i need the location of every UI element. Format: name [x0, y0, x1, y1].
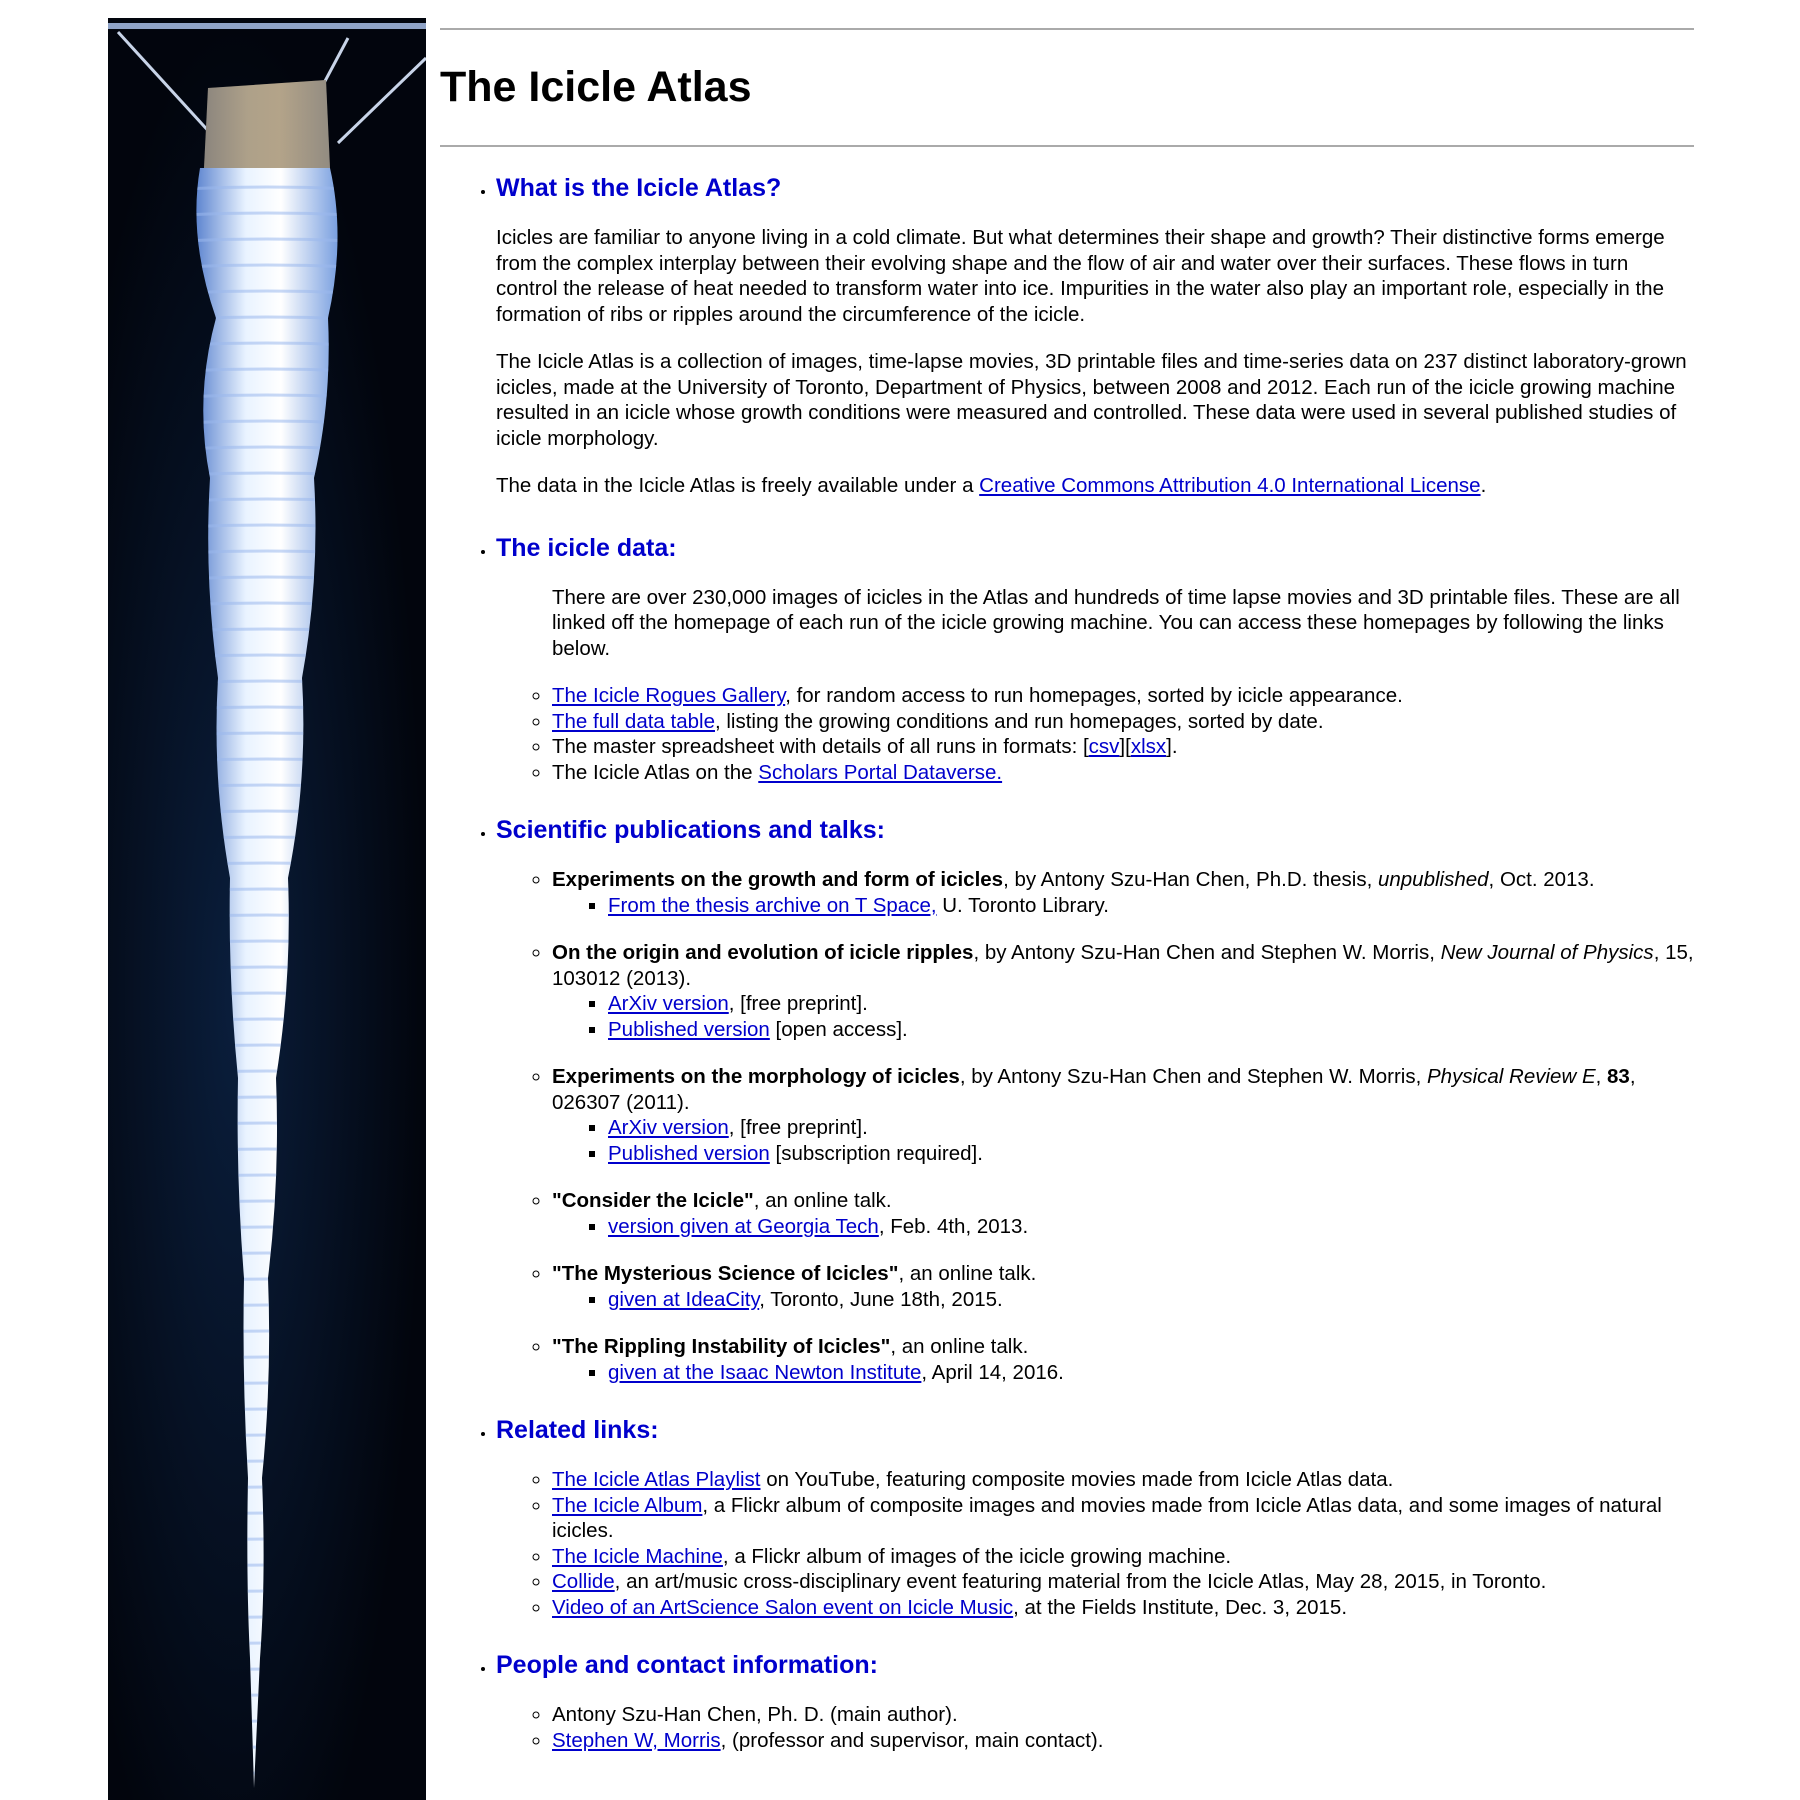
list-item-text: , an art/music cross-disciplinary event featuring material from the Icicle Atlas, May 28, 2015, in Toronto.: [614, 1570, 1547, 1594]
section-people: [496, 1650, 1694, 1753]
section-heading-what: • What is the Icicle Atlas?: [496, 174, 782, 203]
csv-link[interactable]: csv: [1088, 735, 1120, 759]
list-item: [552, 734, 1694, 760]
list-item-text: , [free preprint].: [728, 992, 868, 1016]
talk-links: [552, 1287, 1694, 1313]
master-text-before: The master spreadsheet with details of all runs in formats: [: [552, 735, 1089, 759]
georgia-tech-talk-link[interactable]: version given at Georgia Tech: [608, 1214, 879, 1238]
publication-authors: , by Antony Szu-Han Chen and Stephen W. Morris,: [959, 1065, 1427, 1089]
license-text-after: .: [1480, 474, 1487, 498]
main-content: [440, 0, 1694, 1783]
talk-rippling-instability: [552, 1334, 1694, 1385]
atlas-playlist-link[interactable]: The Icicle Atlas Playlist: [552, 1468, 761, 1492]
ripples-published-link[interactable]: Published version: [608, 1017, 770, 1041]
publication-links: [552, 1115, 1694, 1166]
top-rule: [440, 28, 1694, 30]
publication-links: [552, 991, 1694, 1042]
list-item: [608, 1360, 1694, 1386]
what-paragraph-1: Icicles are familiar to anyone living in a cold climate. But what determines their shape and growth? Their distinctive forms emerge from the complex interplay between their evolving shape and the flow of air and water over their surfaces. These flows in turn control the release of heat needed to transform water into ice. Impurities in the water also play an important role, especially in the formation of ribs or ripples around the circumference of the icicle.: [496, 226, 1665, 326]
section-data: [496, 533, 1694, 786]
dataverse-text-before: The Icicle Atlas on the: [552, 760, 759, 784]
list-item: [552, 1728, 1694, 1754]
publication-thesis: [552, 867, 1694, 918]
publication-title: Experiments on the morphology of icicles: [552, 1065, 960, 1089]
ripples-arxiv-link[interactable]: ArXiv version: [608, 992, 729, 1016]
list-item: [608, 893, 1694, 919]
section-related: [496, 1415, 1694, 1620]
section-heading-people: • People and contact information:: [496, 1651, 878, 1680]
publications-list: [496, 867, 1694, 1385]
section-heading-data: • The icicle data:: [496, 533, 677, 562]
publication-authors: , by Antony Szu-Han Chen, Ph.D. thesis,: [1003, 868, 1378, 892]
talk-links: [552, 1214, 1694, 1240]
list-item-text: , Toronto, June 18th, 2015.: [759, 1287, 1003, 1311]
publication-journal: New Journal of Physics: [1440, 941, 1654, 965]
talk-type: , an online talk.: [898, 1262, 1037, 1286]
list-item-text: on YouTube, featuring composite movies made from Icicle Atlas data.: [760, 1468, 1394, 1492]
talk-type: , an online talk.: [890, 1335, 1029, 1359]
publication-citation: , 15, 103012 (2013).: [552, 941, 1694, 990]
thesis-archive-link[interactable]: From the thesis archive on T Space,: [608, 893, 937, 917]
what-paragraph-3: [496, 473, 1694, 499]
talk-title: "The Rippling Instability of Icicles": [552, 1335, 891, 1359]
publication-title: On the origin and evolution of icicle ripples: [552, 941, 974, 965]
what-paragraph-2: The Icicle Atlas is a collection of images, time-lapse movies, 3D printable files and time-series data on 237 distinct laboratory-grown icicles, made at the University of Toronto, Department of Physics, between 2008 and 2012. Each run of the icicle growing machine resulted in an icicle whose growth conditions were measured and controlled. These data were used in several published studies of icicle morphology.: [496, 350, 1687, 450]
title-rule: [440, 145, 1694, 147]
list-item-text: , listing the growing conditions and run homepages, sorted by date.: [714, 709, 1324, 733]
publication-citation: , 026307 (2011).: [552, 1065, 1636, 1114]
person-morris-role: , (professor and supervisor, main contact).: [720, 1728, 1104, 1752]
list-item: [552, 1595, 1694, 1621]
license-link[interactable]: Creative Commons Attribution 4.0 International License: [979, 474, 1481, 498]
people-list: [496, 1702, 1694, 1753]
artscience-video-link[interactable]: Video of an ArtScience Salon event on Icicle Music: [552, 1595, 1014, 1619]
icicle-album-link[interactable]: The Icicle Album: [552, 1493, 703, 1517]
publication-links: [552, 893, 1694, 919]
master-text-mid: ][: [1119, 735, 1131, 759]
page-title: The Icicle Atlas: [440, 63, 752, 111]
list-item: [552, 1544, 1694, 1570]
list-item-text: [open access].: [769, 1017, 908, 1041]
publication-volume: 83: [1607, 1065, 1630, 1089]
list-item-text: , a Flickr album of composite images and movies made from Icicle Atlas data, and some images of natural icicles.: [552, 1493, 1662, 1543]
list-item-text: , at the Fields Institute, Dec. 3, 2015.: [1013, 1595, 1348, 1619]
data-intro: There are over 230,000 images of icicles in the Atlas and hundreds of time lapse movies and 3D printable files. These are all linked off the homepage of each run of the icicle growing machine. You can access these homepages by following the links below.: [552, 585, 1680, 660]
publication-date: , Oct. 2013.: [1488, 868, 1595, 892]
section-heading-publications: • Scientific publications and talks:: [496, 816, 885, 845]
list-item: [552, 1467, 1694, 1493]
collide-link[interactable]: Collide: [552, 1570, 615, 1594]
talk-links: [552, 1360, 1694, 1386]
talk-type: , an online talk.: [753, 1189, 892, 1213]
icicle-photo-icon: [108, 18, 426, 1800]
publication-comma: ,: [1595, 1065, 1608, 1089]
list-item-text: [subscription required].: [769, 1141, 983, 1165]
list-item-text: , a Flickr album of images of the icicle growing machine.: [722, 1544, 1232, 1568]
list-item: [552, 760, 1694, 786]
talk-mysterious-science: [552, 1261, 1694, 1312]
section-heading-related: • Related links:: [496, 1416, 659, 1445]
rogues-gallery-link[interactable]: The Icicle Rogues Gallery: [552, 684, 786, 708]
license-text-before: The data in the Icicle Atlas is freely available under a: [496, 474, 980, 498]
publication-authors: , by Antony Szu-Han Chen and Stephen W. Morris,: [973, 941, 1441, 965]
list-item: [608, 1141, 1694, 1167]
master-text-after: ].: [1166, 735, 1178, 759]
list-item: [608, 991, 1694, 1017]
related-links-list: [496, 1467, 1694, 1620]
data-links-list: [496, 683, 1694, 785]
publication-morphology: [552, 1064, 1694, 1166]
section-publications: [496, 815, 1694, 1385]
list-item: [608, 1115, 1694, 1141]
publication-journal: Physical Review E: [1427, 1065, 1596, 1089]
list-item: [552, 683, 1694, 709]
newton-institute-talk-link[interactable]: given at the Isaac Newton Institute: [608, 1360, 922, 1384]
section-what: [496, 173, 1694, 533]
list-item-text: , for random access to run homepages, sorted by icicle appearance.: [785, 684, 1403, 708]
ideacity-talk-link[interactable]: given at IdeaCity: [608, 1287, 760, 1311]
list-item-text: , Feb. 4th, 2013.: [878, 1214, 1029, 1238]
icicle-machine-link[interactable]: The Icicle Machine: [552, 1544, 723, 1568]
list-item: [552, 1569, 1694, 1595]
morphology-published-link[interactable]: Published version: [608, 1141, 770, 1165]
morris-contact-link[interactable]: Stephen W, Morris: [552, 1728, 721, 1752]
list-item-text: U. Toronto Library.: [936, 893, 1109, 917]
list-item: [608, 1017, 1694, 1043]
list-item: [552, 709, 1694, 735]
talk-title: "Consider the Icicle": [552, 1189, 754, 1213]
person-chen: Antony Szu-Han Chen, Ph. D. (main author).: [552, 1703, 958, 1727]
list-item: [552, 1493, 1694, 1544]
xlsx-link[interactable]: xlsx: [1130, 735, 1167, 759]
publication-status: unpublished: [1377, 868, 1489, 892]
section-list: [440, 173, 1694, 1753]
morphology-arxiv-link[interactable]: ArXiv version: [608, 1116, 729, 1140]
icicle-photo: [108, 18, 426, 1800]
full-data-table-link[interactable]: The full data table: [552, 709, 715, 733]
list-item: [552, 1702, 1694, 1728]
talk-title: "The Mysterious Science of Icicles": [552, 1262, 899, 1286]
publication-title: Experiments on the growth and form of icicles: [552, 868, 1004, 892]
dataverse-link[interactable]: Scholars Portal Dataverse.: [758, 760, 1003, 784]
talk-consider-the-icicle: [552, 1188, 1694, 1239]
list-item: [608, 1287, 1694, 1313]
publication-ripples: [552, 940, 1694, 1042]
list-item: [608, 1214, 1694, 1240]
list-item-text: , April 14, 2016.: [921, 1360, 1064, 1384]
list-item-text: , [free preprint].: [728, 1116, 868, 1140]
